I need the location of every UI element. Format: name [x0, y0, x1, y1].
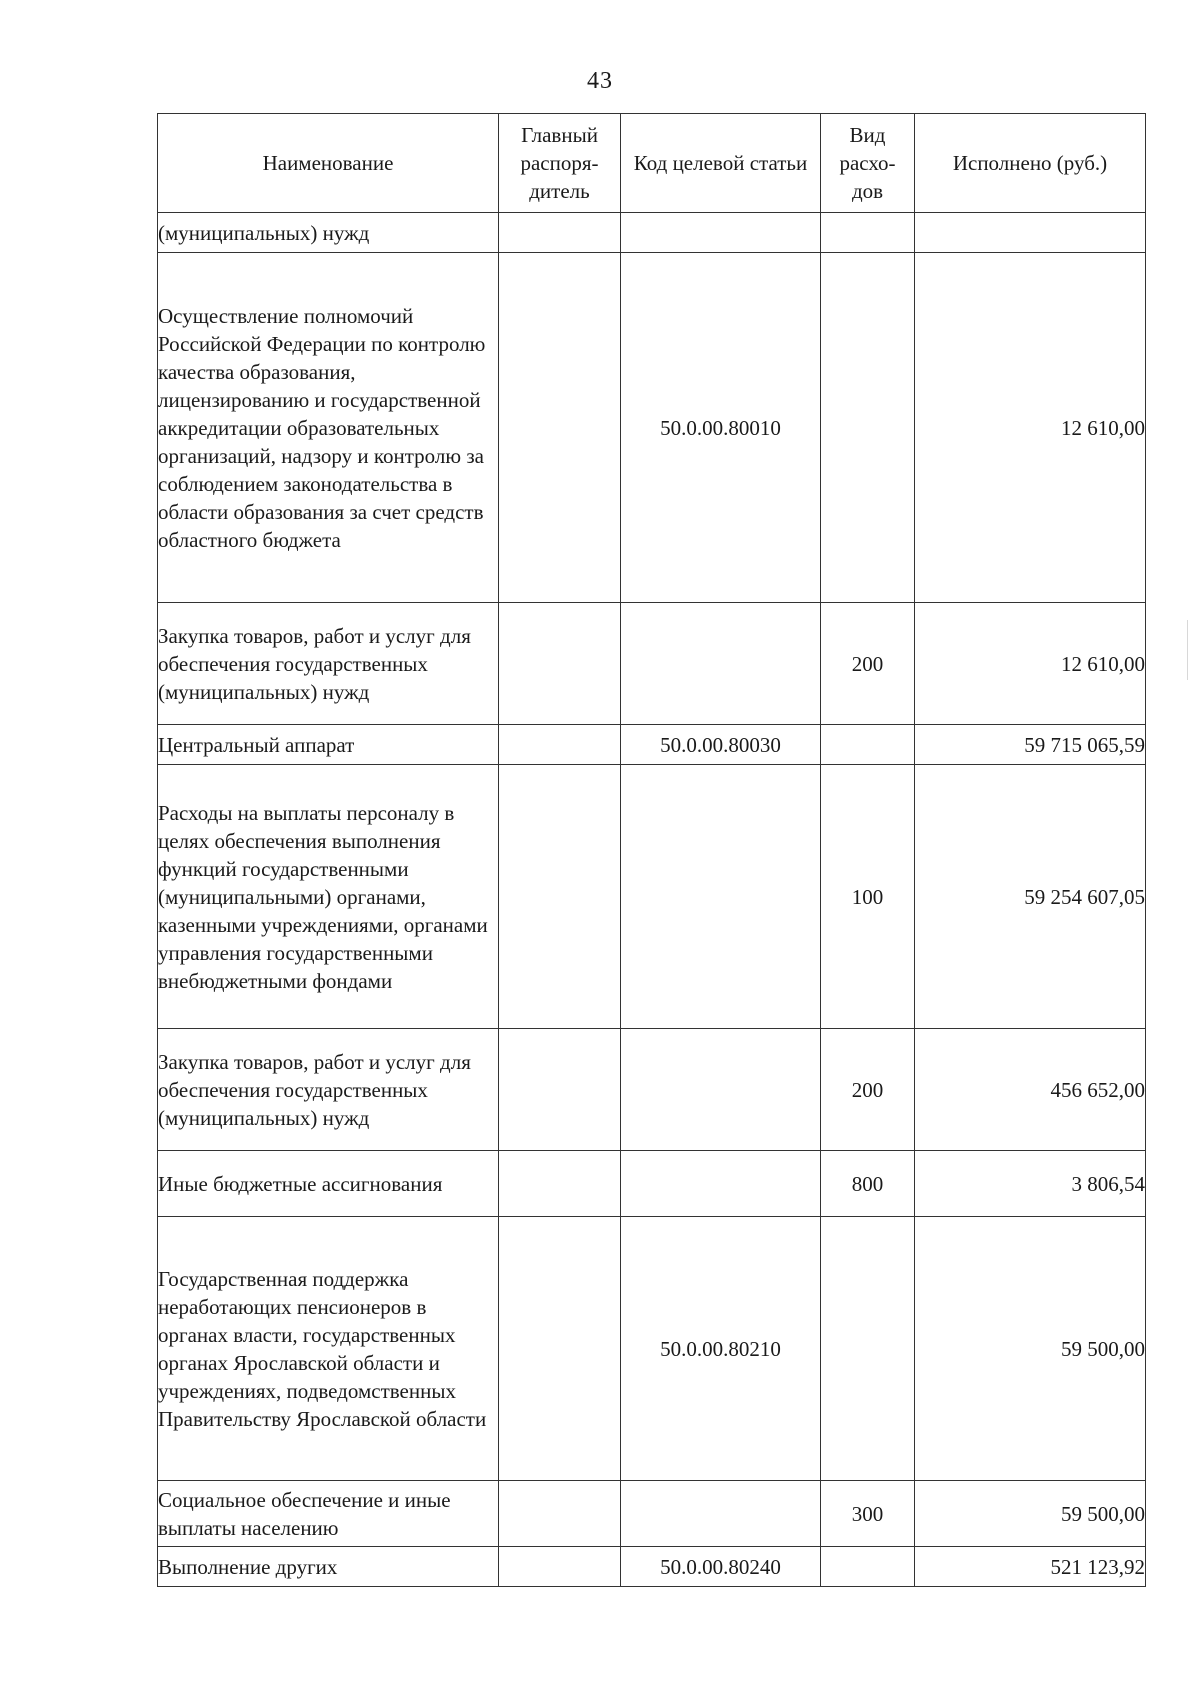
table-row — [158, 1029, 1146, 1151]
row-name: Иные бюджетные ассигнования — [158, 1151, 499, 1217]
budget-table — [157, 113, 1146, 1587]
row-amount: 59 254 607,05 — [915, 765, 1146, 1029]
row-manager — [499, 213, 621, 253]
header-code: Код целевой статьи — [621, 114, 821, 213]
row-code: 50.0.00.80210 — [621, 1217, 821, 1481]
table-row — [158, 1217, 1146, 1481]
row-code — [621, 1481, 821, 1547]
row-code — [621, 213, 821, 253]
table-row — [158, 253, 1146, 603]
row-name: Расходы на выплаты персоналу в целях обеспечения выполнения функций государственными (муниципальными) органами, казенными учреждениями, органами управления государственными внебюджетными фондами — [158, 765, 499, 1029]
header-manager: Главный распоря-дитель — [499, 114, 621, 213]
row-kind — [821, 213, 915, 253]
row-manager — [499, 1481, 621, 1547]
row-amount: 3 806,54 — [915, 1151, 1146, 1217]
row-kind — [821, 725, 915, 765]
row-manager — [499, 1029, 621, 1151]
row-code — [621, 603, 821, 725]
table-row — [158, 1547, 1146, 1587]
table-row — [158, 213, 1146, 253]
row-kind: 300 — [821, 1481, 915, 1547]
row-code — [621, 1029, 821, 1151]
table-row — [158, 725, 1146, 765]
row-manager — [499, 253, 621, 603]
row-manager — [499, 725, 621, 765]
row-name: Центральный аппарат — [158, 725, 499, 765]
row-kind — [821, 1217, 915, 1481]
header-kind: Вид расхо-дов — [821, 114, 915, 213]
row-name: Выполнение других — [158, 1547, 499, 1587]
page-number: 43 — [587, 68, 613, 94]
row-manager — [499, 1217, 621, 1481]
row-code: 50.0.00.80030 — [621, 725, 821, 765]
row-code: 50.0.00.80240 — [621, 1547, 821, 1587]
row-amount: 59 500,00 — [915, 1481, 1146, 1547]
row-amount: 12 610,00 — [915, 603, 1146, 725]
row-name: Государственная поддержка неработающих пенсионеров в органах власти, государственных органах Ярославской области и учреждениях, подведомственных Правительству Ярославской области — [158, 1217, 499, 1481]
row-kind: 200 — [821, 1029, 915, 1151]
row-kind: 200 — [821, 603, 915, 725]
row-manager — [499, 765, 621, 1029]
table-row — [158, 603, 1146, 725]
row-name: Закупка товаров, работ и услуг для обеспечения государственных (муниципальных) нужд — [158, 603, 499, 725]
row-manager — [499, 1547, 621, 1587]
scan-edge-mark — [1187, 620, 1188, 680]
header-name: Наименование — [158, 114, 499, 213]
row-code — [621, 765, 821, 1029]
header-amount: Исполнено (руб.) — [915, 114, 1146, 213]
table-row — [158, 1151, 1146, 1217]
row-amount: 521 123,92 — [915, 1547, 1146, 1587]
row-manager — [499, 1151, 621, 1217]
row-kind — [821, 1547, 915, 1587]
row-kind — [821, 253, 915, 603]
row-manager — [499, 603, 621, 725]
row-name: (муниципальных) нужд — [158, 213, 499, 253]
row-amount — [915, 213, 1146, 253]
row-name: Социальное обеспечение и иные выплаты населению — [158, 1481, 499, 1547]
row-amount: 456 652,00 — [915, 1029, 1146, 1151]
table-header-row — [158, 114, 1146, 213]
row-kind: 100 — [821, 765, 915, 1029]
row-code: 50.0.00.80010 — [621, 253, 821, 603]
row-amount: 12 610,00 — [915, 253, 1146, 603]
row-name: Осуществление полномочий Российской Федерации по контролю качества образования, лицензированию и государственной аккредитации образовательных организаций, надзору и контролю за соблюдением законодательства в области образования за счет средств областного бюджета — [158, 253, 499, 603]
row-amount: 59 500,00 — [915, 1217, 1146, 1481]
row-kind: 800 — [821, 1151, 915, 1217]
row-name: Закупка товаров, работ и услуг для обеспечения государственных (муниципальных) нужд — [158, 1029, 499, 1151]
table-row — [158, 1481, 1146, 1547]
table-row — [158, 765, 1146, 1029]
row-code — [621, 1151, 821, 1217]
row-amount: 59 715 065,59 — [915, 725, 1146, 765]
